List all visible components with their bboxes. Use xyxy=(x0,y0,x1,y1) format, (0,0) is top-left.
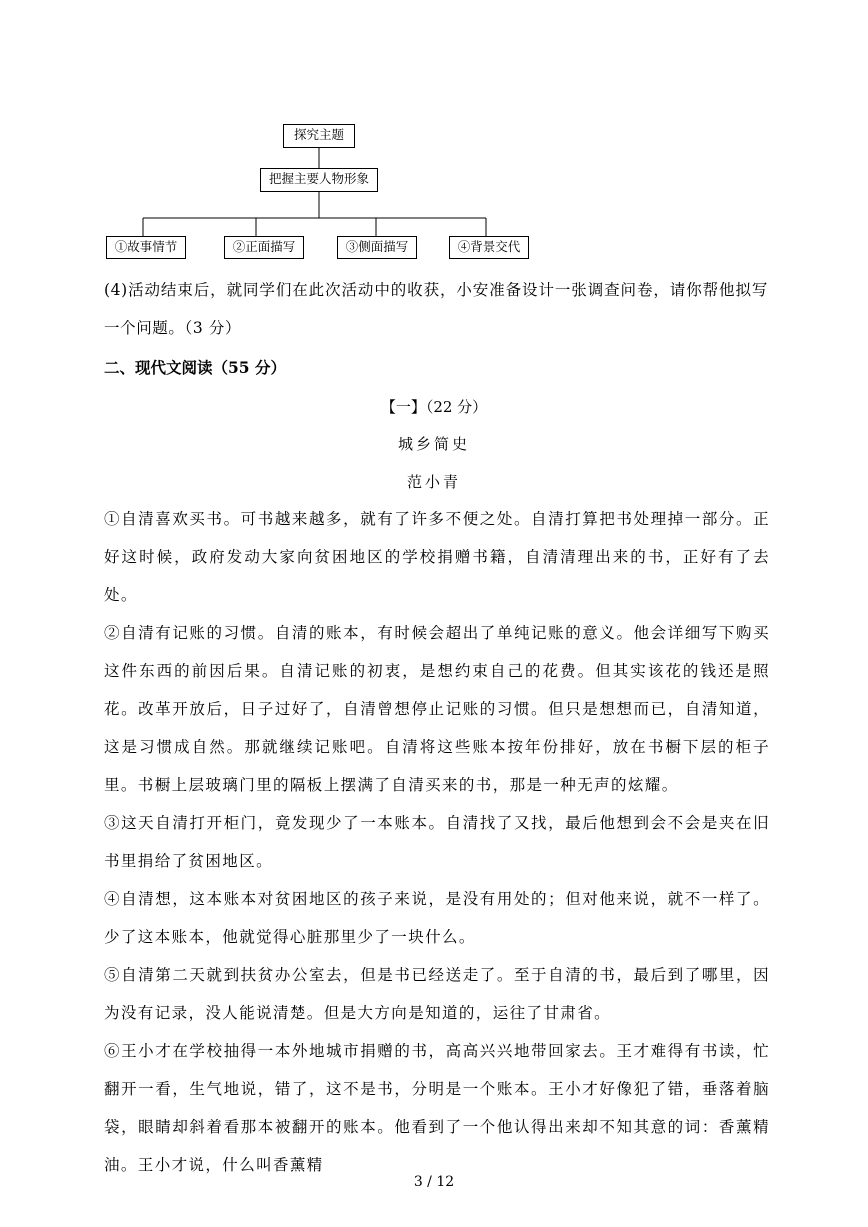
diagram-leaf-box: ③侧面描写 xyxy=(337,236,417,259)
passage-author: 范小青 xyxy=(406,473,461,491)
diagram-root-box: 探究主题 xyxy=(283,124,355,148)
paragraph: ③这天自清打开柜门，竟发现少了一本账本。自清找了又找，最后他想到会不会是夹在旧书里捐给了贫困地区。 xyxy=(104,814,770,870)
question-4: (4)活动结束后，就同学们在此次活动中的收获，小安准备设计一张调查问卷，请你帮他拟写一个问题。（3 分） xyxy=(104,281,768,337)
diagram-leaf-box: ④背景交代 xyxy=(449,236,529,259)
passage-body xyxy=(104,500,770,1184)
diagram-leaf-box: ②正面描写 xyxy=(224,236,304,259)
paragraph: ①自清喜欢买书。可书越来越多，就有了许多不便之处。自清打算把书处理掉一部分。正好这时候，政府发动大家向贫困地区的学校捐赠书籍，自清清理出来的书，正好有了去处。 xyxy=(104,510,770,604)
diagram-middle-box: 把握主要人物形象 xyxy=(260,168,378,192)
passage-title: 城乡简史 xyxy=(397,435,470,453)
topic-tree-diagram xyxy=(100,118,540,268)
diagram-leaf-box: ①故事情节 xyxy=(106,236,186,259)
paragraph: ②自清有记账的习惯。自清的账本，有时候会超出了单纯记账的意义。他会详细写下购买这件东西的前因后果。自清记账的初衷，是想约束自己的花费。但其实该花的钱还是照花。改革开放后，日子过好了，自清曾想停止记账的习惯。但只是想想而已，自清知道，这是习惯成自然。那就继续记账吧。自清将这些账本按年份排好，放在书橱下层的柜子里。书橱上层玻璃门里的隔板上摆满了自清买来的书，那是一种无声的炫耀。 xyxy=(104,624,770,794)
paragraph: ⑤自清第二天就到扶贫办公室去，但是书已经送走了。至于自清的书，最后到了哪里，因为没有记录，没人能说清楚。但是大方向是知道的，运往了甘肃省。 xyxy=(104,966,770,1022)
page-number: 3 / 12 xyxy=(413,1174,455,1190)
paragraph: ④自清想，这本账本对贫困地区的孩子来说，是没有用处的；但对他来说，就不一样了。少了这本账本，他就觉得心脏那里少了一块什么。 xyxy=(104,890,770,946)
passage-part-label: 【一】（22 分） xyxy=(380,398,488,416)
paragraph: ⑥王小才在学校抽得一本外地城市捐赠的书，高高兴兴地带回家去。王才难得有书读，忙翻开一看，生气地说，错了，这不是书，分明是一个账本。王小才好像犯了错，垂落着脑袋，眼睛却斜着看那本被翻开的账本。他看到了一个他认得出来却不知其意的词：香薰精油。王小才说，什么叫香薰精 xyxy=(104,1042,770,1174)
section-heading: 二、现代文阅读（55 分） xyxy=(104,358,286,377)
